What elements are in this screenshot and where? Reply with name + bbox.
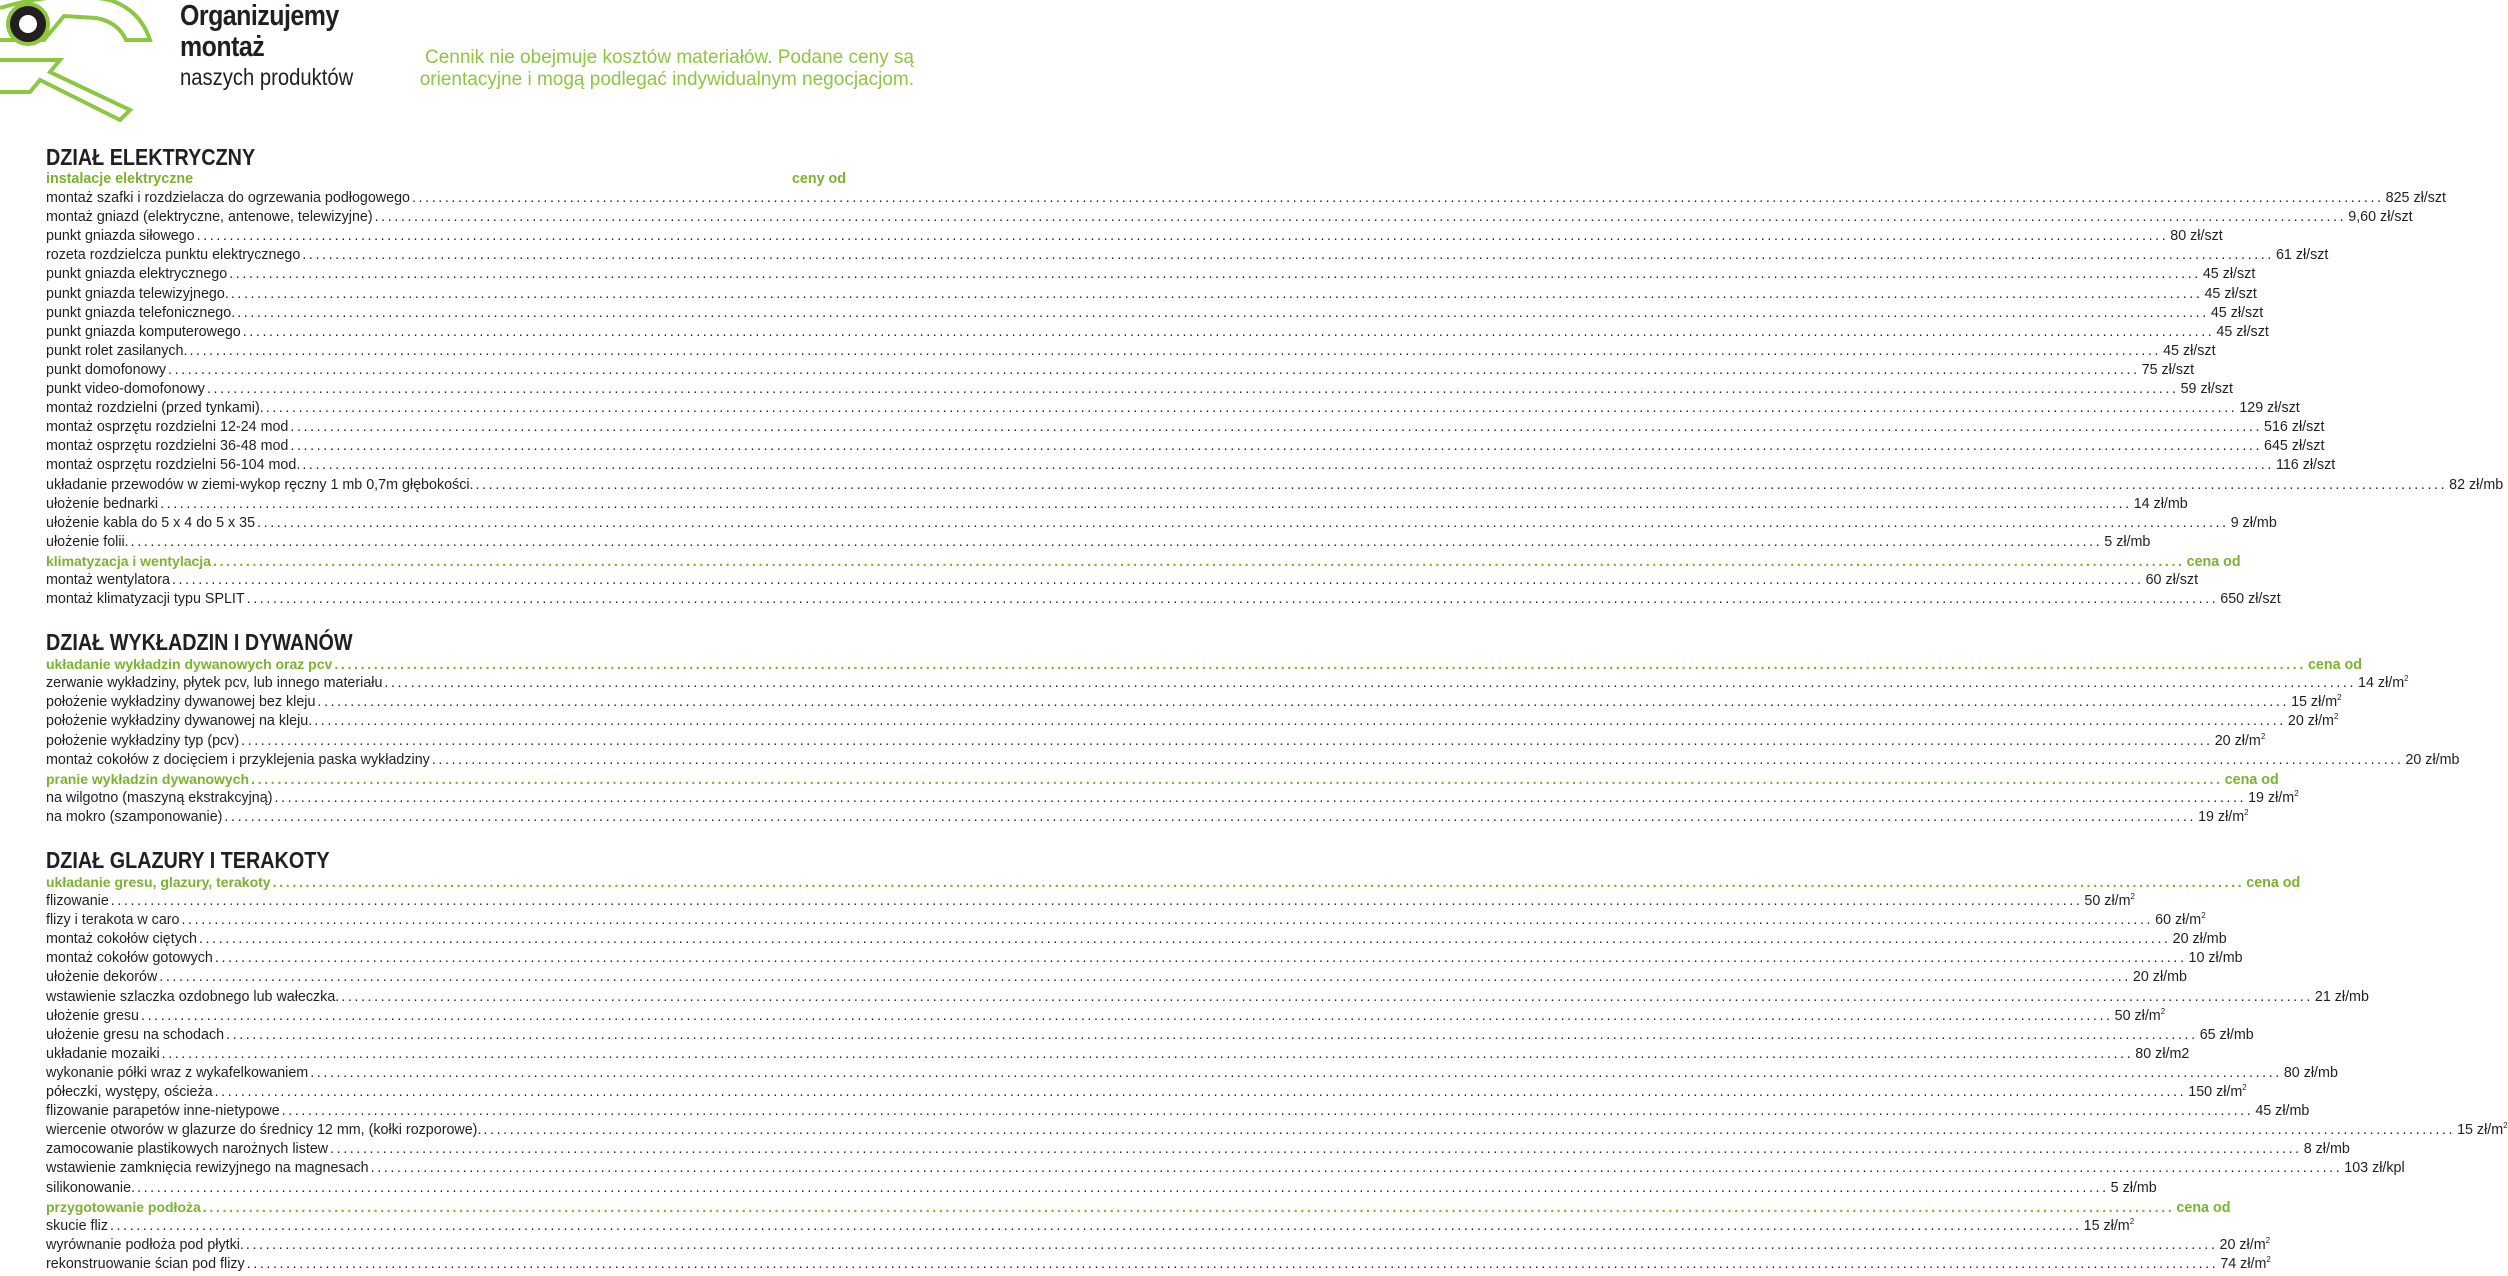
- dot-leader: ............................................................................................................................................................................................................................................................................................................: [341, 988, 2313, 1005]
- price-row: [46, 399, 2300, 418]
- dot-leader: ............................................................................................................................................................................................................................................................................................................: [370, 1160, 2343, 1177]
- item-label: ułożenie dekorów: [46, 969, 158, 986]
- item-label: punkt gniazda telewizyjnego.: [46, 285, 229, 302]
- subsection-header: [46, 170, 846, 189]
- dot-leader: ............................................................................................................................................................................................................................................................................................................: [226, 1026, 2198, 1043]
- item-price: 20 zł/mb: [2405, 751, 2460, 768]
- price-row: [46, 380, 2234, 399]
- price-row: [46, 1254, 2271, 1274]
- item-price: 9,60 zł/szt: [2348, 209, 2413, 226]
- dot-leader: ............................................................................................................................................................................................................................................................................................................: [334, 657, 2306, 674]
- item-label: montaż szafki i rozdzielacza do ogrzewania podłogowego: [46, 190, 410, 207]
- dot-leader: ............................................................................................................................................................................................................................................................................................................: [302, 457, 2274, 474]
- dot-leader: ............................................................................................................................................................................................................................................................................................................: [290, 438, 2263, 455]
- dot-leader: ............................................................................................................................................................................................................................................................................................................: [302, 247, 2274, 264]
- dot-leader: ............................................................................................................................................................................................................................................................................................................: [483, 1122, 2456, 1139]
- dot-leader: ............................................................................................................................................................................................................................................................................................................: [109, 1217, 2082, 1234]
- item-label: zamocowanie plastikowych narożnych listew: [46, 1141, 329, 1158]
- item-price: 5 zł/mb: [2104, 533, 2151, 550]
- item-label: flizowanie parapetów inne-nietypowe: [46, 1103, 280, 1120]
- price-row: [46, 418, 2325, 437]
- dot-leader: ............................................................................................................................................................................................................................................................................................................: [168, 361, 2140, 378]
- dot-leader: ............................................................................................................................................................................................................................................................................................................: [314, 713, 2286, 730]
- section-gap: [46, 827, 846, 847]
- item-price: 45 zł/szt: [2210, 304, 2264, 321]
- item-label: wykonanie półki wraz z wykafelkowaniem: [46, 1064, 309, 1081]
- item-price: ceny od: [791, 171, 846, 187]
- dot-leader: ............................................................................................................................................................................................................................................................................................................: [330, 1141, 2302, 1158]
- item-label: montaż osprzętu rozdzielni 56-104 mod.: [46, 457, 301, 474]
- dot-leader: ............................................................................................................................................................................................................................................................................................................: [265, 400, 2238, 417]
- price-row: [46, 712, 2339, 731]
- unit-superscript: 2: [2404, 674, 2409, 684]
- dot-leader: ............................................................................................................................................................................................................................................................................................................: [196, 228, 2169, 245]
- item-label: ułożenie bednarki: [46, 495, 159, 512]
- price-row: [46, 674, 2409, 693]
- item-price: 50 $zł/m^2$: [2114, 1006, 2166, 1024]
- dot-leader: ............................................................................................................................................................................................................................................................................................................: [431, 751, 2404, 768]
- unit-superscript: 2: [2266, 1254, 2271, 1264]
- item-price: 50 $zł/m^2$: [2084, 892, 2135, 910]
- price-row: [46, 514, 2277, 533]
- item-price: 80 zł/m2: [2135, 1045, 2190, 1062]
- unit-superscript: 2: [2260, 731, 2266, 741]
- item-label: montaż cokołów ciętych: [46, 931, 197, 948]
- item-price: 650 zł/szt: [2220, 591, 2281, 608]
- item-price: 45 zł/szt: [2163, 342, 2216, 359]
- price-row: [46, 930, 2227, 949]
- item-label: klimatyzacja i wentylacja: [46, 552, 211, 569]
- item-label: układanie mozaiki: [46, 1045, 160, 1062]
- item-label: ułożenie gresu: [46, 1007, 139, 1024]
- price-row: [46, 1159, 2405, 1178]
- dot-leader: ............................................................................................................................................................................................................................................................................................................: [411, 190, 2384, 207]
- dot-leader: ............................................................................................................................................................................................................................................................................................................: [245, 1236, 2218, 1253]
- unit-superscript: 2: [2160, 1006, 2166, 1016]
- section-gap: [46, 609, 846, 629]
- item-price: 8 zł/mb: [2303, 1141, 2350, 1158]
- price-row: [46, 323, 2269, 342]
- item-price: 60 $zł/m^2$: [2155, 911, 2206, 929]
- item-price: 60 zł/szt: [2145, 571, 2199, 588]
- item-price: 15 $zł/m^2$: [2457, 1121, 2508, 1139]
- price-row: [46, 1006, 2166, 1026]
- item-price: 45 zł/mb: [2255, 1103, 2310, 1120]
- dot-leader: ............................................................................................................................................................................................................................................................................................................: [272, 875, 2245, 891]
- item-price: cena od: [2246, 875, 2301, 891]
- dot-leader: ............................................................................................................................................................................................................................................................................................................: [110, 893, 2083, 910]
- unit-superscript: 2: [2294, 788, 2299, 798]
- item-price: 19 $zł/m^2$: [2248, 788, 2299, 806]
- item-price: 14 $zł/m^2$: [2358, 674, 2409, 692]
- item-price: 20 $zł/m^2$: [2219, 1235, 2271, 1253]
- price-row: [46, 571, 2199, 590]
- item-price: 20 zł/mb: [2132, 969, 2187, 986]
- section-title: DZIAŁ ELEKTRYCZNY: [46, 144, 256, 170]
- price-row: [46, 361, 2195, 380]
- dot-leader: ............................................................................................................................................................................................................................................................................................................: [171, 571, 2144, 588]
- unit-superscript: 2: [2242, 1083, 2247, 1093]
- price-row: [46, 476, 2504, 495]
- item-price: 9 zł/mb: [2230, 514, 2277, 531]
- price-row: [46, 342, 2216, 361]
- price-row: [46, 1083, 2247, 1102]
- item-label: wstawienie szlaczka ozdobnego lub wałeczka.: [46, 988, 340, 1005]
- subsection-header: [46, 873, 2301, 892]
- dot-leader: ............................................................................................................................................................................................................................................................................................................: [230, 285, 2203, 302]
- item-label: montaż wentylatora: [46, 571, 170, 588]
- dot-leader: ............................................................................................................................................................................................................................................................................................................: [189, 342, 2162, 359]
- dot-leader: ............................................................................................................................................................................................................................................................................................................: [310, 1064, 2282, 1081]
- item-price: 645 zł/szt: [2264, 438, 2325, 455]
- item-price: 5 zł/mb: [2110, 1179, 2157, 1196]
- item-label: punkt gniazda siłowego: [46, 228, 195, 245]
- item-label: montaż gniazd (elektryczne, antenowe, telewizyjne): [46, 209, 373, 226]
- item-label: ułożenie gresu na schodach: [46, 1026, 225, 1043]
- item-price: 20 $zł/m^2$: [2214, 731, 2266, 749]
- item-price: 45 zł/szt: [2216, 323, 2269, 340]
- item-price: 75 zł/szt: [2141, 361, 2195, 378]
- item-label: flizy i terakota w caro: [46, 912, 180, 929]
- dot-leader: ............................................................................................................................................................................................................................................................................................................: [384, 675, 2357, 692]
- item-price: 116 zł/szt: [2275, 457, 2336, 474]
- item-label: instalacje elektryczne: [46, 171, 194, 187]
- item-label: skucie fliz: [46, 1217, 108, 1234]
- dot-leader: ............................................................................................................................................................................................................................................................................................................: [242, 323, 2215, 340]
- dot-leader: ............................................................................................................................................................................................................................................................................................................: [160, 495, 2132, 512]
- subsection-header: [46, 1198, 2231, 1217]
- unit-superscript: 2: [2337, 693, 2342, 703]
- item-price: 59 zł/szt: [2180, 381, 2234, 398]
- price-row: [46, 437, 2325, 456]
- price-row: [46, 693, 2342, 712]
- title-line2: montaż: [180, 31, 265, 63]
- item-price: 20 $zł/m^2$: [2287, 712, 2339, 730]
- price-row: [46, 788, 2299, 808]
- item-label: zerwanie wykładziny, płytek pcv, lub innego materiału: [46, 675, 383, 692]
- item-price: 20 zł/mb: [2172, 931, 2227, 948]
- price-row: [46, 189, 2447, 208]
- item-label: układanie przewodów w ziemi-wykop ręczny 1 mb 0,7m głębokości.: [46, 476, 474, 493]
- price-row: [46, 1121, 2508, 1140]
- item-label: ułożenie folii.: [46, 533, 129, 550]
- item-label: wyrównanie podłoża pod płytki.: [46, 1236, 244, 1253]
- title-line1: Organizujemy: [180, 0, 339, 32]
- dot-leader: ............................................................................................................................................................................................................................................................................................................: [141, 1007, 2113, 1024]
- item-label: położenie wykładziny dywanowej na kleju.: [46, 713, 313, 730]
- dot-leader: ............................................................................................................................................................................................................................................................................................................: [224, 808, 2197, 825]
- item-price: 516 zł/szt: [2264, 419, 2325, 436]
- dot-leader: ............................................................................................................................................................................................................................................................................................................: [130, 533, 2103, 550]
- item-label: półeczki, występy, ościeża: [46, 1084, 213, 1101]
- item-label: pranie wykładzin dywanowych: [46, 770, 250, 787]
- item-price: 15 $zł/m^2$: [2291, 693, 2342, 711]
- price-row: [46, 456, 2336, 475]
- hammer-logo-icon: [0, 0, 180, 130]
- price-row: [46, 751, 2460, 770]
- item-price: cena od: [2307, 657, 2362, 674]
- unit-superscript: 2: [2503, 1121, 2508, 1131]
- item-price: 825 zł/szt: [2385, 190, 2447, 207]
- price-row: [46, 285, 2257, 304]
- dot-leader: ............................................................................................................................................................................................................................................................................................................: [181, 912, 2154, 929]
- item-label: punkt video-domofonowy: [46, 381, 205, 398]
- page-title: [180, 2, 377, 89]
- price-row: [46, 731, 2266, 751]
- dot-leader: ............................................................................................................................................................................................................................................................................................................: [246, 591, 2219, 608]
- price-row: [46, 988, 2369, 1007]
- item-price: cena od: [2224, 771, 2279, 788]
- price-row: [46, 807, 2249, 827]
- price-row: [46, 265, 2256, 284]
- item-price: 19 $zł/m^2$: [2198, 807, 2249, 825]
- dot-leader: ............................................................................................................................................................................................................................................................................................................: [206, 381, 2179, 398]
- item-label: punkt gniazda telefonicznego.: [46, 304, 236, 321]
- price-row: [46, 495, 2188, 514]
- item-price: cena od: [2186, 553, 2241, 570]
- item-price: 103 zł/kpl: [2344, 1160, 2405, 1177]
- price-list: [46, 144, 2508, 1274]
- price-row: [46, 304, 2264, 323]
- item-price: 61 zł/szt: [2275, 247, 2329, 264]
- section-title: DZIAŁ WYKŁADZIN I DYWANÓW: [46, 629, 353, 656]
- item-label: punkt gniazda komputerowego: [46, 323, 241, 340]
- item-label: na mokro (szamponowanie): [46, 808, 223, 825]
- dot-leader: ............................................................................................................................................................................................................................................................................................................: [290, 419, 2263, 436]
- item-price: 74 $zł/m^2$: [2220, 1254, 2271, 1272]
- dot-leader: ............................................................................................................................................................................................................................................................................................................: [212, 553, 2185, 570]
- item-price: 10 zł/mb: [2188, 950, 2243, 967]
- item-label: montaż cokołów gotowych: [46, 950, 213, 967]
- price-row: [46, 1064, 2338, 1083]
- price-row: [46, 1179, 2157, 1198]
- dot-leader: ............................................................................................................................................................................................................................................................................................................: [317, 694, 2290, 711]
- dot-leader: ............................................................................................................................................................................................................................................................................................................: [237, 304, 2209, 321]
- item-price: 129 zł/szt: [2239, 400, 2300, 417]
- unit-superscript: 2: [2129, 1216, 2135, 1226]
- dot-leader: ............................................................................................................................................................................................................................................................................................................: [475, 476, 2448, 493]
- item-label: rekonstruowanie ścian pod flizy: [46, 1255, 245, 1272]
- title-line3: naszych produktów: [180, 64, 354, 90]
- item-label: punkt domofonowy: [46, 361, 167, 378]
- unit-superscript: 2: [2130, 892, 2135, 902]
- item-price: 14 zł/mb: [2133, 495, 2188, 512]
- price-row: [46, 892, 2135, 911]
- item-label: punkt rolet zasilanych.: [46, 342, 188, 359]
- price-row: [46, 1045, 2190, 1064]
- price-row: [46, 1140, 2350, 1159]
- item-label: silikonowanie.: [46, 1179, 136, 1196]
- item-label: rozeta rozdzielcza punktu elektrycznego: [46, 247, 301, 264]
- item-label: wstawienie zamknięcia rewizyjnego na magnesach: [46, 1160, 369, 1177]
- dot-leader: ............................................................................................................................................................................................................................................................................................................: [251, 771, 2223, 788]
- dot-leader: ............................................................................................................................................................................................................................................................................................................: [246, 1255, 2219, 1272]
- item-label: wiercenie otworów w glazurze do średnicy 12 mm, (kołki rozporowe).: [46, 1122, 482, 1139]
- item-label: układanie gresu, glazury, terakoty: [46, 874, 271, 890]
- price-row: [46, 1102, 2310, 1121]
- item-price: cena od: [2176, 1199, 2231, 1216]
- item-label: na wilgotno (maszyną ekstrakcyjną): [46, 789, 273, 806]
- subsection-header: [46, 770, 2279, 789]
- item-price: 45 zł/szt: [2202, 266, 2256, 283]
- price-row: [46, 227, 2223, 246]
- dot-leader: ............................................................................................................................................................................................................................................................................................................: [198, 931, 2171, 948]
- item-price: 65 zł/mb: [2199, 1026, 2254, 1043]
- dot-leader: ............................................................................................................................................................................................................................................................................................................: [214, 950, 2187, 967]
- price-row: [46, 911, 2206, 930]
- item-price: 82 zł/mb: [2449, 476, 2504, 493]
- item-price: 80 zł/szt: [2170, 228, 2223, 245]
- item-label: montaż klimatyzacji typu SPLIT: [46, 591, 245, 608]
- item-price: 150 $zł/m^2$: [2188, 1083, 2247, 1101]
- item-label: położenie wykładziny dywanowej bez kleju: [46, 694, 316, 711]
- item-label: montaż osprzętu rozdzielni 12-24 mod: [46, 419, 289, 436]
- dot-leader: ............................................................................................................................................................................................................................................................................................................: [202, 1199, 2175, 1216]
- item-price: 45 zł/szt: [2204, 285, 2257, 302]
- dot-leader: ............................................................................................................................................................................................................................................................................................................: [214, 1084, 2187, 1101]
- dot-leader: ............................................................................................................................................................................................................................................................................................................: [257, 514, 2229, 531]
- unit-superscript: 2: [2333, 712, 2339, 722]
- price-row: [46, 533, 2151, 552]
- price-notice: Cennik nie obejmuje kosztów materiałów. Podane ceny są orientacyjne i mogą podlegać indywidualnym negocjacjom.: [419, 47, 914, 90]
- dot-leader: ............................................................................................................................................................................................................................................................................................................: [229, 266, 2201, 283]
- price-row: [46, 590, 2281, 609]
- item-label: montaż osprzętu rozdzielni 36-48 mod: [46, 438, 289, 455]
- price-row: [46, 246, 2329, 265]
- item-label: montaż cokołów z docięciem i przyklejenia paska wykładziny: [46, 751, 430, 768]
- price-row: [46, 1026, 2254, 1045]
- subsection-header: [46, 552, 2241, 571]
- item-price: 15 $zł/m^2$: [2083, 1216, 2135, 1234]
- unit-superscript: 2: [2265, 1235, 2271, 1245]
- dot-leader: ............................................................................................................................................................................................................................................................................................................: [159, 969, 2131, 986]
- price-row: [46, 968, 2187, 987]
- item-label: układanie wykładzin dywanowych oraz pcv: [46, 656, 333, 673]
- unit-superscript: 2: [2201, 911, 2206, 921]
- dot-leader: ............................................................................................................................................................................................................................................................................................................: [374, 209, 2347, 226]
- item-label: przygotowanie podłoża: [46, 1198, 201, 1215]
- price-row: [46, 208, 2413, 227]
- item-label: montaż rozdzielni (przed tynkami).: [46, 400, 264, 417]
- subsection-header: [46, 655, 2362, 674]
- dot-leader: ............................................................................................................................................................................................................................................................................................................: [274, 789, 2247, 806]
- item-label: położenie wykładziny typ (pcv): [46, 732, 240, 749]
- item-label: flizowanie: [46, 893, 109, 910]
- item-label: punkt gniazda elektrycznego: [46, 266, 228, 283]
- dot-leader: ............................................................................................................................................................................................................................................................................................................: [161, 1045, 2134, 1062]
- dot-leader: ............................................................................................................................................................................................................................................................................................................: [281, 1103, 2254, 1120]
- price-row: [46, 1216, 2135, 1236]
- dot-leader: ............................................................................................................................................................................................................................................................................................................: [137, 1179, 2109, 1196]
- item-price: 21 zł/mb: [2314, 988, 2369, 1005]
- price-row: [46, 1235, 2271, 1255]
- dot-leader: ............................................................................................................................................................................................................................................................................................................: [241, 732, 2213, 749]
- unit-superscript: 2: [2244, 807, 2249, 817]
- item-label: ułożenie kabla do 5 x 4 do 5 x 35: [46, 514, 256, 531]
- section-title: DZIAŁ GLAZURY I TERAKOTY: [46, 847, 330, 873]
- item-price: 80 zł/mb: [2283, 1064, 2338, 1081]
- price-row: [46, 949, 2243, 968]
